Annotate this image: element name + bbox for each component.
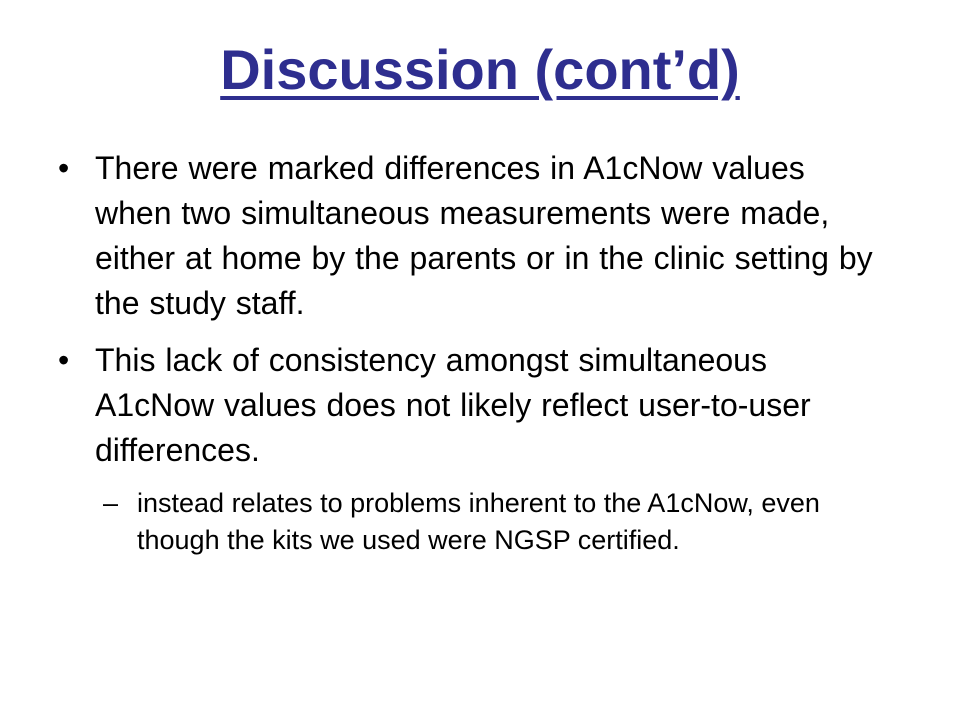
sub-bullet-marker: –: [103, 488, 119, 518]
sub-bullet-item: [58, 485, 878, 559]
bullet-item: [58, 146, 878, 326]
bullet-item: [58, 338, 878, 473]
slide-body: [58, 146, 878, 559]
sub-bullet-text: instead relates to problems inherent to the A1cNow, even though the kits we used were NGSP certified.: [137, 488, 820, 555]
bullet-marker: •: [58, 342, 70, 378]
bullet-text: This lack of consistency amongst simultaneous A1cNow values does not likely reflect user-to-user differences.: [95, 342, 811, 468]
slide-title: Discussion (cont’d): [220, 38, 740, 101]
bullet-marker: •: [58, 150, 70, 186]
bullet-text: There were marked differences in A1cNow values when two simultaneous measurements were made, either at home by the parents or in the clinic setting by the study staff.: [95, 150, 873, 321]
